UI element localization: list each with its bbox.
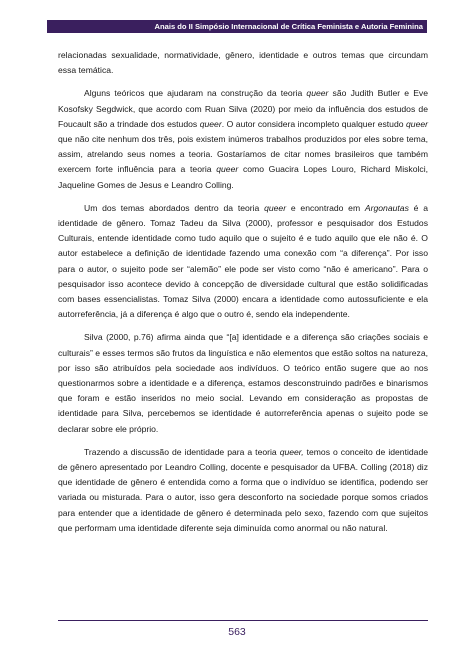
text-run: Alguns teóricos que ajudaram na construção da teoria [84,88,307,99]
italic-term: queer [216,164,239,175]
paragraph-3 [58,201,428,323]
text-run: Um dos temas abordados dentro da teoria [84,202,265,213]
paragraph-2 [58,86,428,192]
text-run: como Guacira Lopes Louro, Richard Miskolci, Jaqueline Gomes de Jesus e Leandro Colling. [58,164,428,190]
text-run: é a identidade de gênero. Tomaz Tadeu da Silva (2000), professor e pesquisador dos Estudos Culturais, entende identidade como tudo aquilo que o sujeito é e tudo aquilo que ele não é. O autor estabelece a definição de identidade fazendo uma conexão com “a diferença”. Por isso para o autor, o sujeito pode ser “alemão” ele pode ser visto como “não é americano”. Para o pesquisador isso acontece devido à concepção de diversidade cultural que estão solidificadas com bases essencialistas. Tomaz Silva (2000) encara a identidade como autossuficiente e ela autorreferência, já a diferença é algo que o outro é, sendo ela independente. [58,202,428,320]
text-run: temos o conceito de identidade de gênero apresentado por Leandro Colling, docente e pesquisador da UFBA. Colling (2018) diz que identidade de gênero é entendida como a forma que o indivíduo se identifica, podendo ser variada ou misturada. Para o autor, isso gera desconforto na sociedade porque somos criados para entender que a identidade de gênero é determinada pelo sexo, fazendo com que sujeitos que performam uma identidade diferente seja diminuída como anormal ou não natural. [58,446,429,533]
header-title: Anais do II Simpósio Internacional de Crítica Feminista e Autoria Feminina [154,22,423,31]
paragraph-4 [58,330,428,436]
paragraph-1 [58,48,428,78]
italic-term: queer [406,118,428,129]
paragraph-5 [58,445,428,536]
text-run: e encontrado em [286,202,365,213]
text-run: que não cite nenhum dos três, pois existem inúmeros trabalhos produzidos por eles sobre tema, assim, atrelando seus nomes a teoria. Gostaríamos de citar nomes brasileiros que também exercem forte influência para a teoria [58,134,428,175]
footer-divider [58,620,428,621]
text-run: . O autor considera incompleto qualquer estudo [221,118,407,129]
italic-term: queer [264,202,287,213]
italic-term: queer, [279,446,304,457]
italic-term: queer [199,118,222,129]
text-run: Trazendo a discussão de identidade para a teoria [84,446,280,457]
italic-term: Argonautas [364,202,409,213]
text-run: Silva (2000, p.76) afirma ainda que “[a] identidade e a diferença são criações sociais e culturais” e esses termos são frutos da linguística e não elementos que estão soltos na natureza, por isso são atribuídos pela sociedade aos indivíduos. O teórico então sugere que ao nos questionarmos sobre a identidade e a diferença, estamos desconstruindo padrões e binarismos que foram e estão inseridos no meio social. Levando em consideração as propostas de identidade para Silva, percebemos se identidade é autorreferência apenas o sujeito pode se declarar sobre ele próprio. [58,332,428,434]
page-number: 563 [228,626,246,638]
text-run: são Judith Butler e Eve Kosofsky Segdwick, que acordo com Ruan Silva (2020) por meio da influência dos estudos de Foucault são a trindade dos estudos [58,88,428,129]
italic-term: queer [306,88,329,99]
body-text [58,48,428,544]
text-run: relacionadas sexualidade, normatividade, gênero, identidade e outros temas que circundam essa temática. [58,50,428,76]
header-banner [47,20,427,33]
